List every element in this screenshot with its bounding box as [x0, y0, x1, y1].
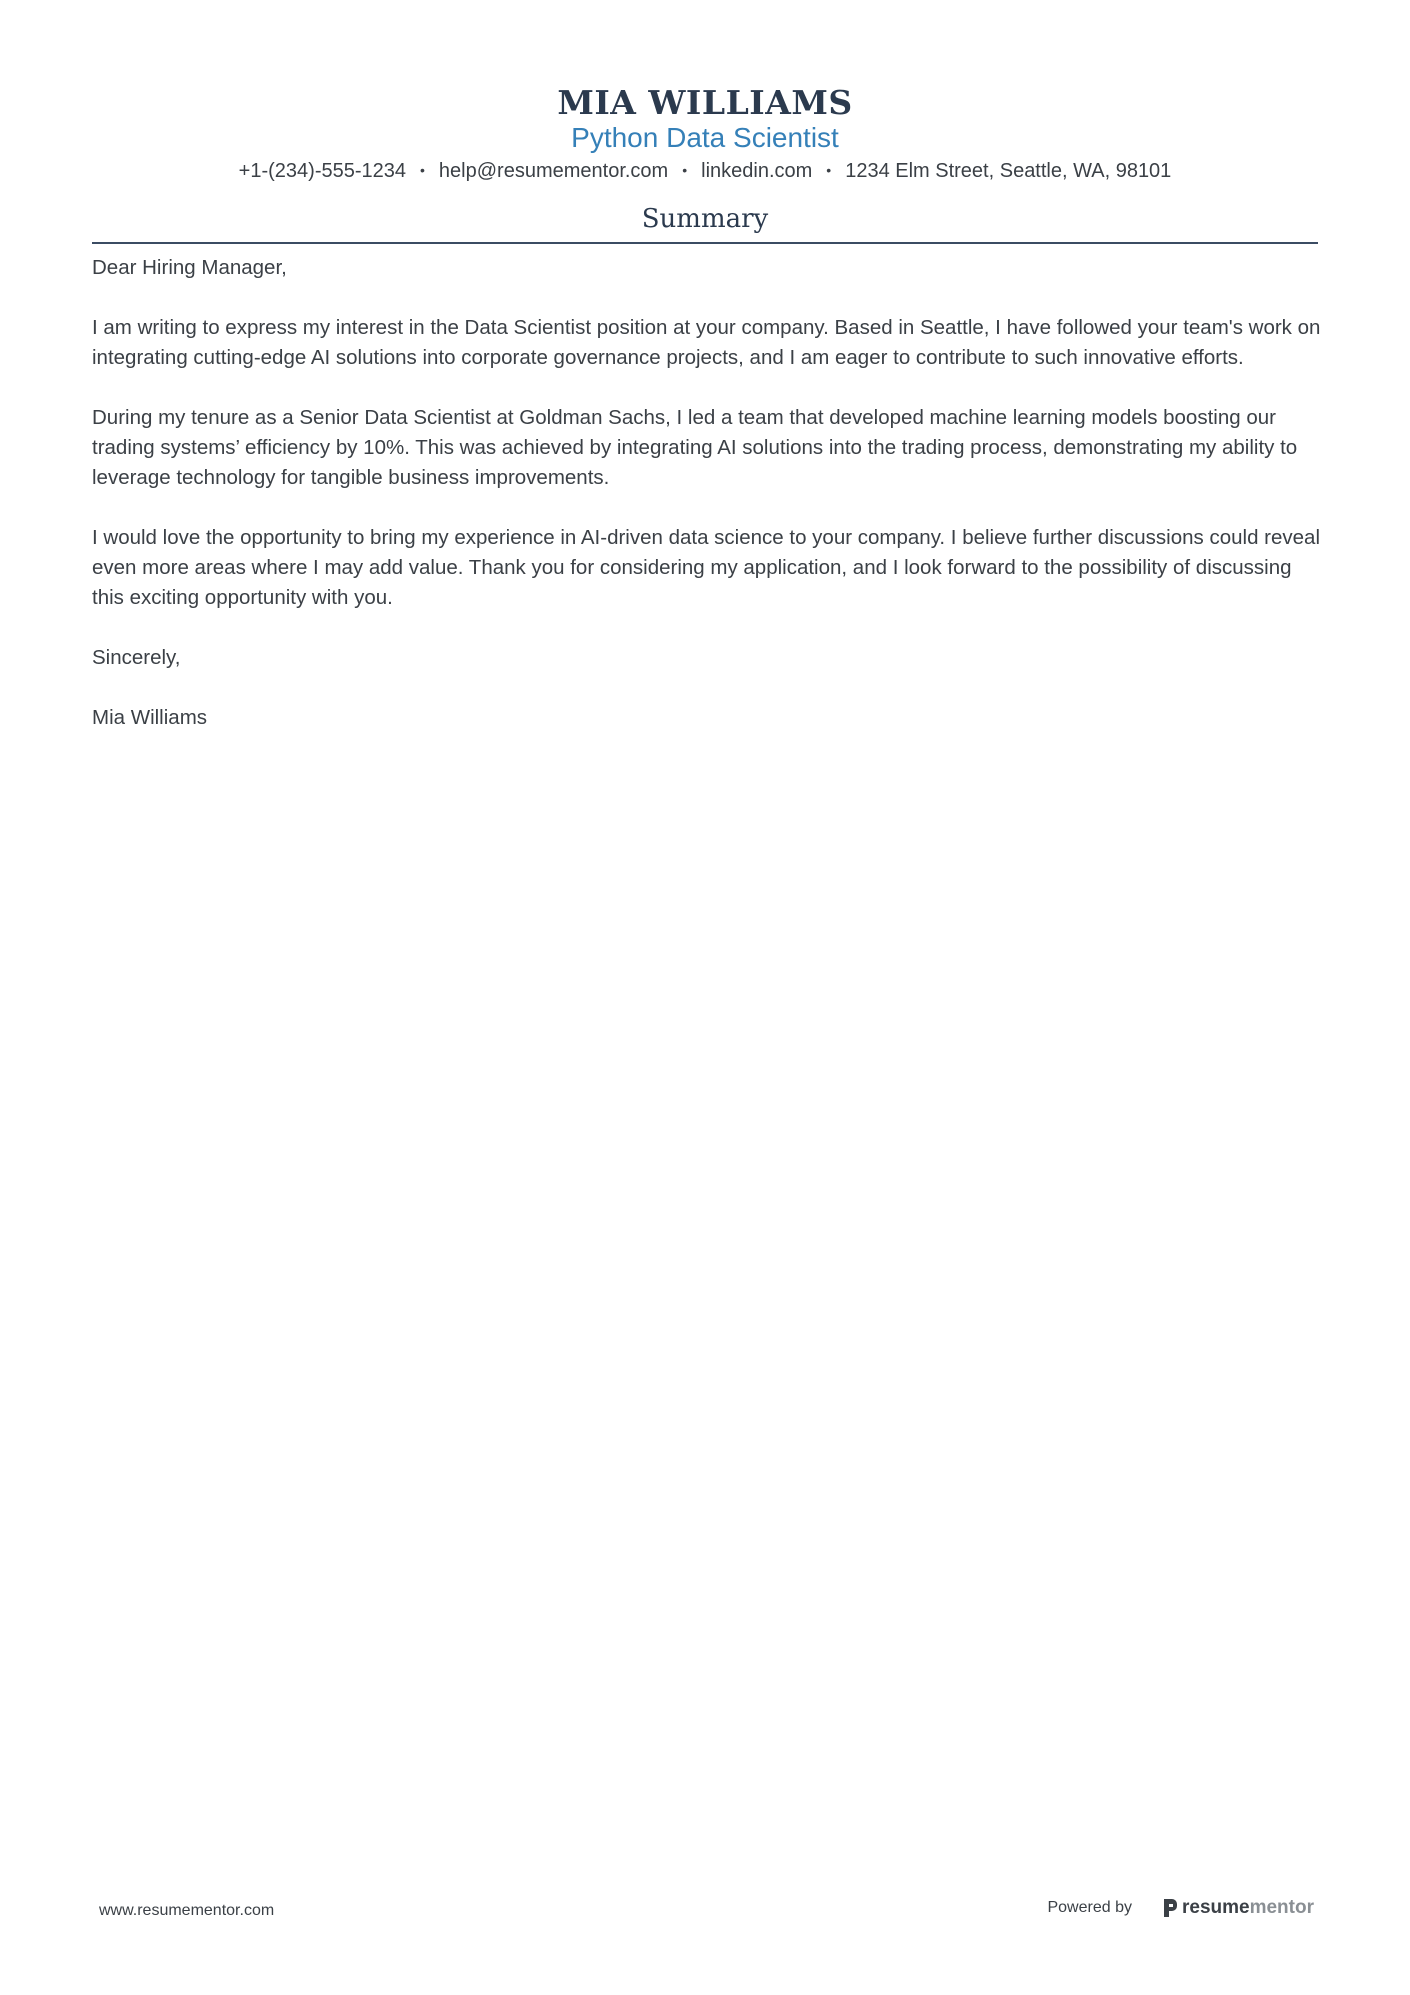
letter-body: [92, 253, 1322, 763]
section-title: Summary: [641, 204, 769, 234]
contact-email: help@resumementor.com: [438, 160, 669, 182]
letter-paragraph: I would love the opportunity to bring my experience in AI-driven data science to your company. I believe further discussions could reveal even more areas where I may add value. Thank you for considering my application, and I look forward to the possibility of discussing this exciting opportunity with you.: [92, 526, 1320, 609]
letter-paragraph: I am writing to express my interest in the Data Scientist position at your company. Based in Seattle, I have followed your team's work on integrating cutting-edge AI solutions into corporate governance projects, and I am eager to contribute to such innovative efforts.: [92, 316, 1321, 369]
brand-logo: [1162, 1896, 1314, 1920]
letter-greeting: Dear Hiring Manager,: [92, 256, 287, 279]
contact-phone: +1-(234)-555-1234: [238, 160, 407, 182]
powered-by-label: Powered by: [1047, 1899, 1132, 1916]
section-divider: [92, 242, 1318, 244]
footer-website: www.resumementor.com: [99, 1902, 275, 1919]
separator-dot: •: [420, 161, 425, 178]
letter-signature: Mia Williams: [92, 706, 208, 729]
header: [92, 82, 1318, 187]
letter-paragraph: During my tenure as a Senior Data Scientist at Goldman Sachs, I led a team that developed machine learning models boosting our trading systems’ efficiency by 10%. This was achieved by integrating AI solutions into the trading process, demonstrating my ability to leverage technology for tangible business improvements.: [92, 406, 1298, 489]
footer-branding: [1047, 1896, 1314, 1920]
brand-name-part2: mentor: [1249, 1897, 1314, 1918]
contact-address: 1234 Elm Street, Seattle, WA, 98101: [845, 160, 1172, 182]
contact-line: [92, 156, 1318, 187]
letter-closing: Sincerely,: [92, 646, 181, 669]
separator-dot: •: [682, 161, 688, 178]
brand-name-part1: resume: [1181, 1897, 1250, 1918]
resumementor-logo-icon: [1162, 1898, 1178, 1918]
contact-linkedin: linkedin.com: [701, 160, 813, 182]
job-title: Python Data Scientist: [571, 122, 839, 153]
applicant-name: MIA WILLIAMS: [557, 83, 853, 122]
separator-dot: •: [826, 161, 832, 178]
